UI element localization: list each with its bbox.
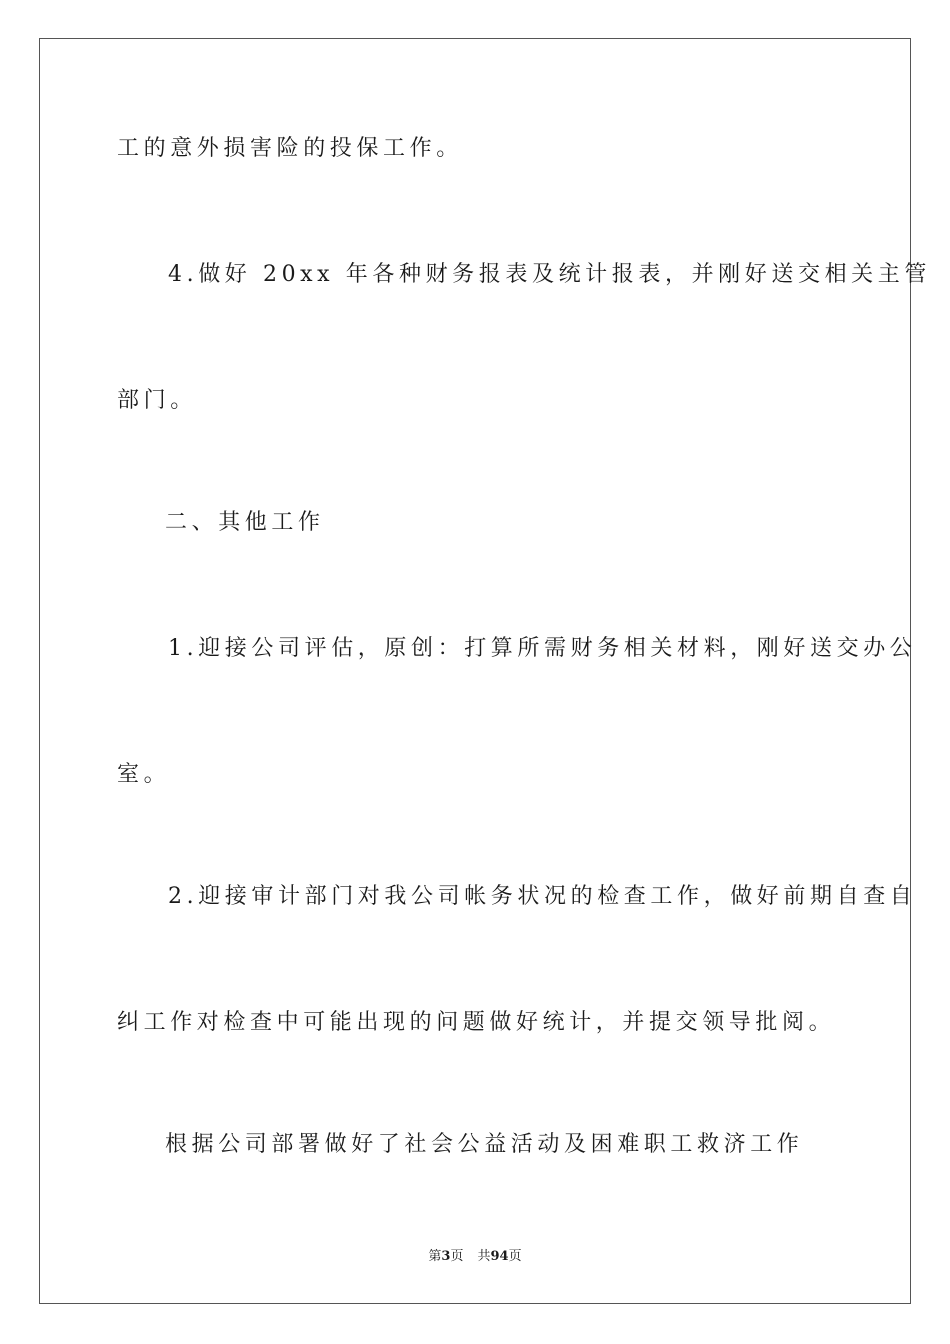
page-border — [39, 38, 911, 1304]
body-line-3: 部门。 — [117, 388, 197, 413]
section-heading: 二、其他工作 — [165, 510, 325, 535]
body-line-6: 室。 — [117, 762, 171, 787]
body-line-8: 纠工作对检查中可能出现的问题做好统计，并提交领导批阅。 — [117, 1010, 836, 1035]
footer-page-prefix: 第 — [428, 1249, 442, 1264]
body-line-9: 根据公司部署做好了社会公益活动及困难职工救济工作 — [165, 1132, 804, 1157]
footer-page-number: 3 — [441, 1249, 451, 1264]
body-line-1: 工的意外损害险的投保工作。 — [117, 136, 463, 161]
body-line-7: 2.迎接审计部门对我公司帐务状况的检查工作，做好前期自查自 — [168, 884, 917, 909]
footer-total-pages: 94 — [490, 1249, 509, 1264]
body-line-2: 4.做好 20xx 年各种财务报表及统计报表，并刚好送交相关主管 — [168, 262, 931, 287]
footer-page-suffix: 页 — [450, 1249, 464, 1264]
page-footer — [0, 1248, 950, 1266]
body-line-5: 1.迎接公司评估，原创：打算所需财务相关材料，刚好送交办公 — [168, 636, 917, 661]
footer-total-suffix: 页 — [508, 1249, 522, 1264]
footer-total-prefix: 共 — [477, 1249, 491, 1264]
